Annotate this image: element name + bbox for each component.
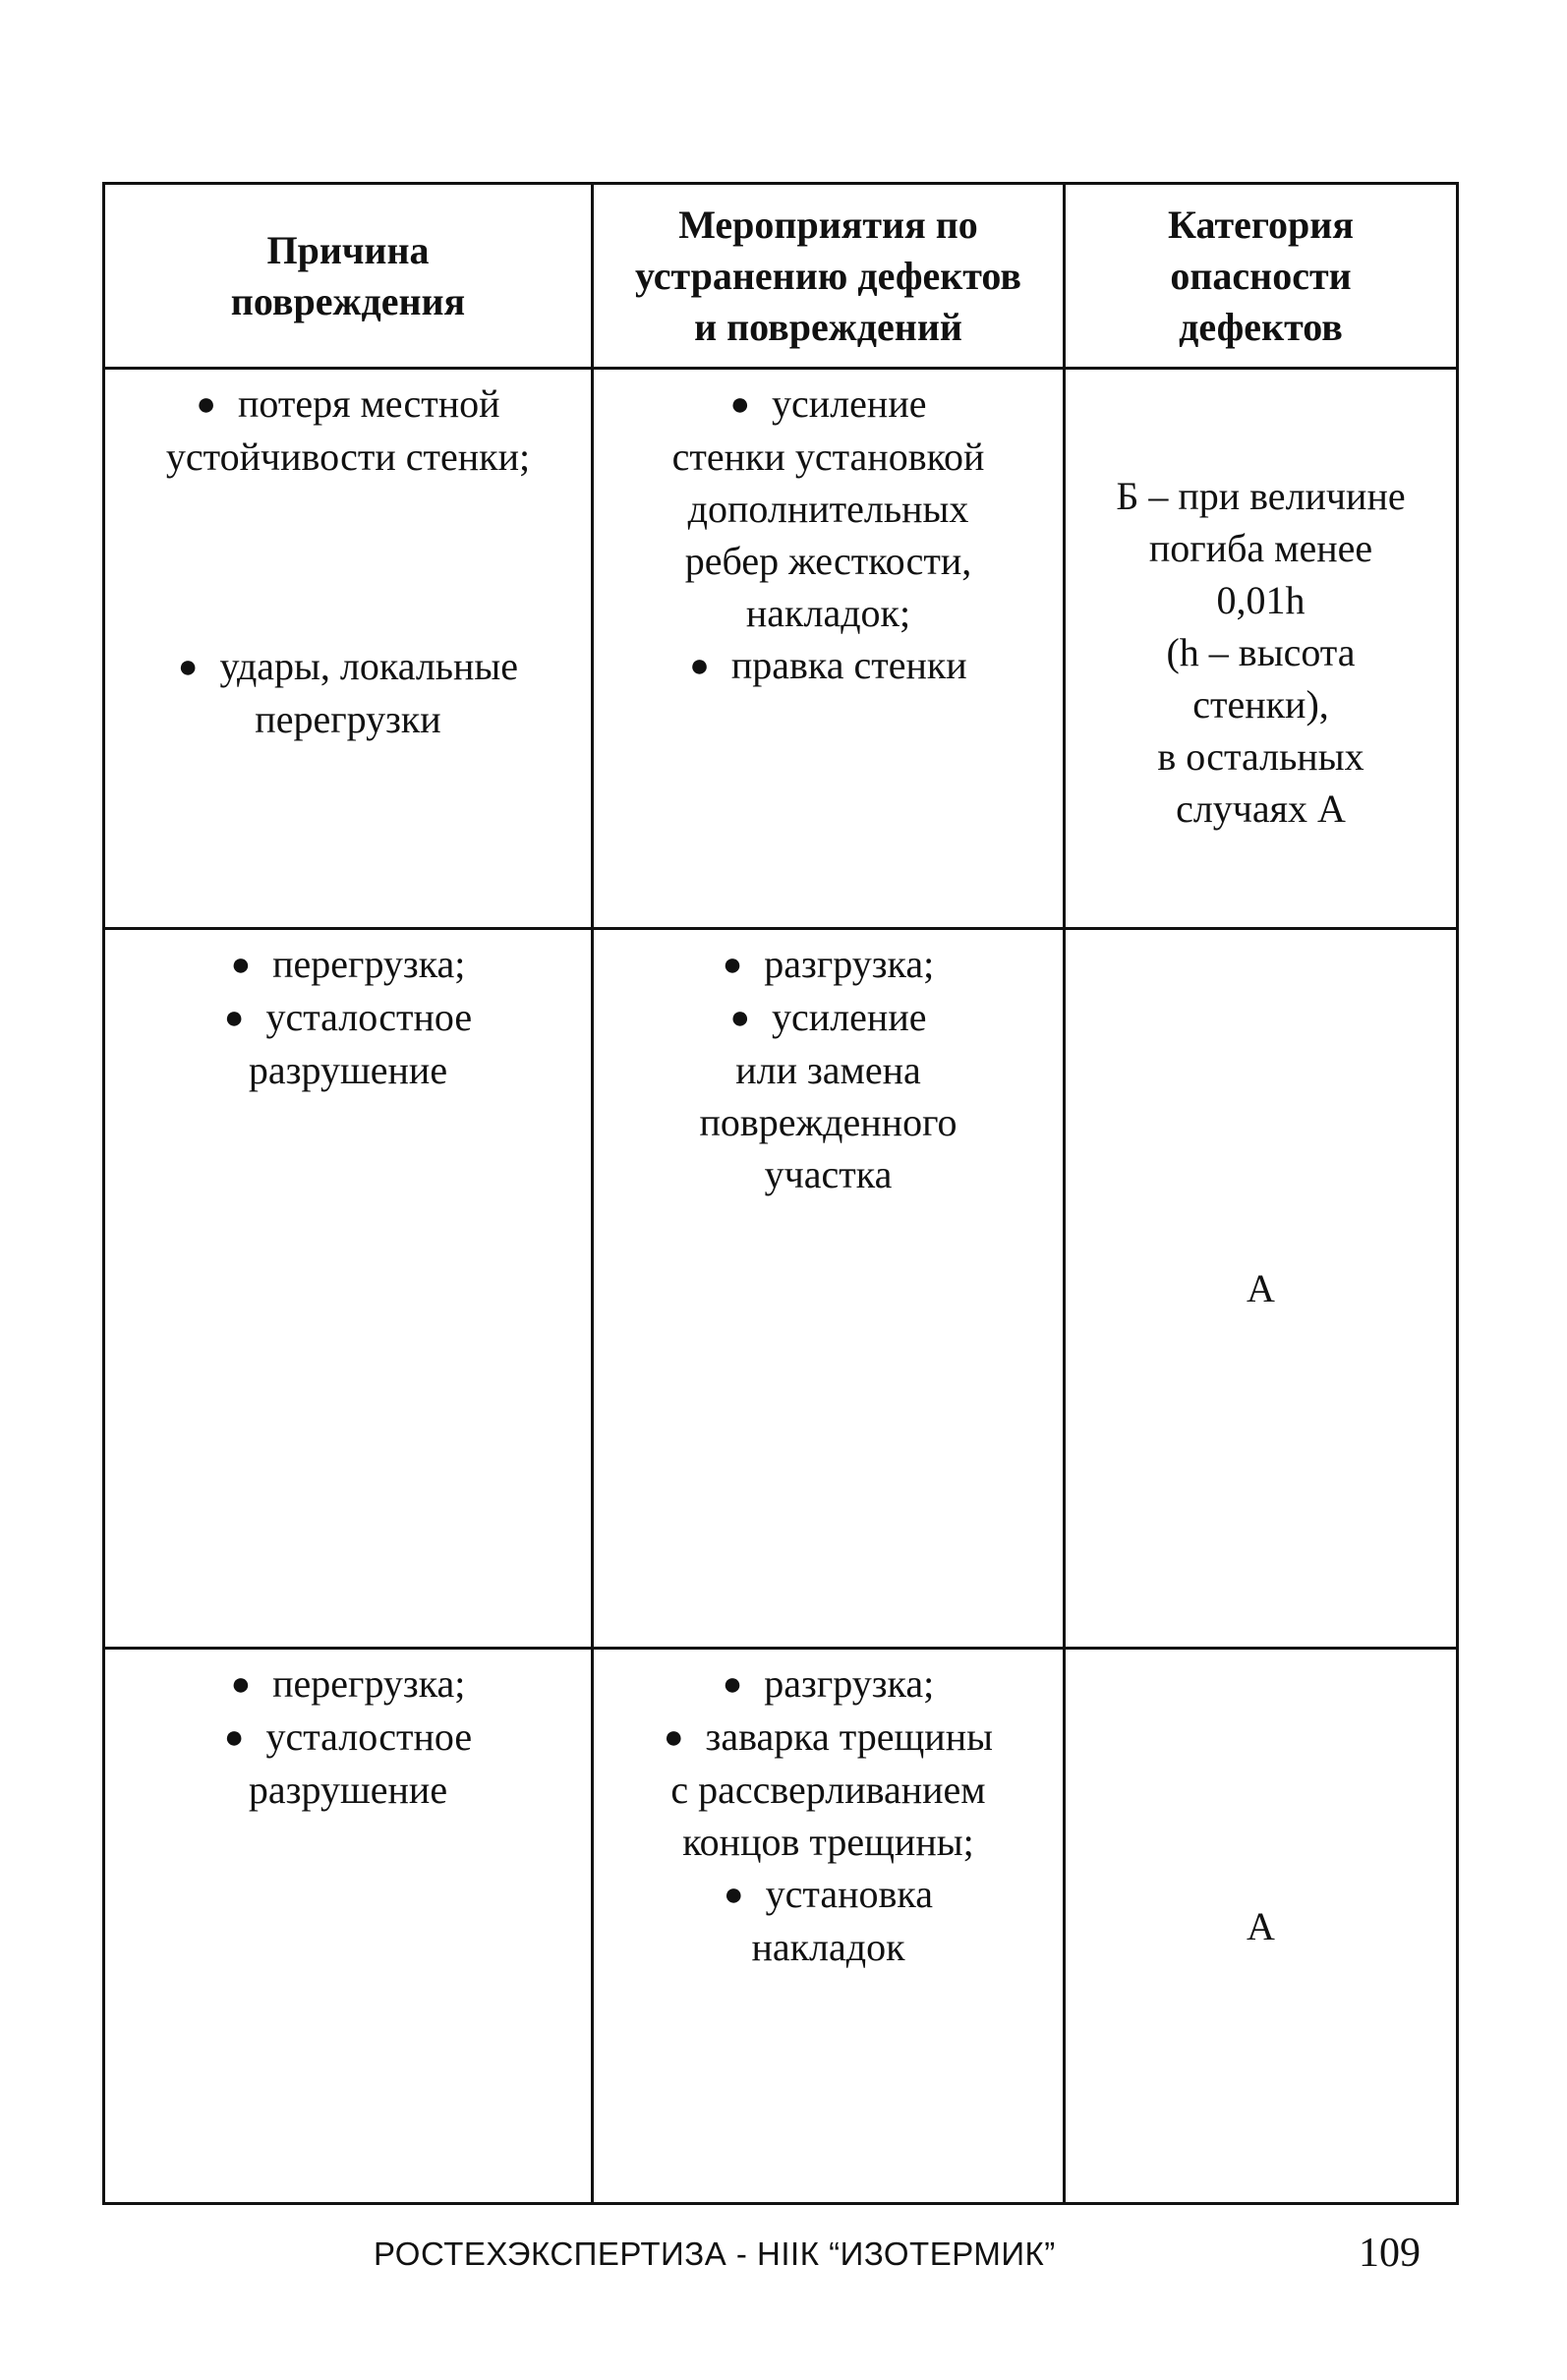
category-line: стенки), — [1192, 682, 1329, 726]
item-text: перегрузка; — [272, 1661, 466, 1706]
item-text: ребер жесткости, — [684, 539, 972, 583]
bullet-icon: ● — [663, 1719, 684, 1756]
page-number: 109 — [1359, 2231, 1421, 2276]
item-text: стенки установкой — [671, 435, 985, 479]
item-text: поврежденного — [699, 1100, 958, 1144]
header-line: дефектов — [1179, 304, 1343, 349]
bullet-item — [594, 639, 1063, 692]
bullet-item — [105, 991, 591, 1044]
item-text: удары, локальные — [219, 644, 519, 688]
header-line: устранению дефектов — [634, 253, 1022, 298]
text-line — [594, 1764, 1063, 1816]
bullet-item — [594, 1711, 1063, 1764]
category-line: случаях А — [1176, 786, 1346, 831]
item-text: перегрузки — [255, 697, 441, 741]
item-text: усиление — [772, 381, 927, 426]
header-line: повреждения — [230, 278, 466, 323]
item-text: установка — [765, 1872, 933, 1916]
defects-table — [102, 182, 1459, 2205]
measures-cell — [593, 369, 1065, 929]
item-text: или замена — [735, 1048, 921, 1092]
bullet-icon: ● — [196, 386, 216, 423]
bullet-item — [105, 1711, 591, 1764]
item-text: разгрузка; — [764, 942, 935, 986]
item-text: разрушение — [248, 1768, 448, 1812]
bullet-icon: ● — [729, 386, 751, 423]
bullet-item — [594, 938, 1063, 991]
header-line: опасности — [1170, 253, 1352, 298]
category-cell — [1065, 1649, 1458, 2204]
text-line — [594, 1816, 1063, 1868]
measures-cell — [593, 929, 1065, 1649]
item-text: устойчивости стенки; — [165, 435, 531, 479]
item-text: дополнительных — [687, 487, 969, 531]
bullet-icon: ● — [729, 1000, 751, 1036]
text-line — [105, 1044, 591, 1096]
text-line — [594, 535, 1063, 587]
bullet-item — [594, 991, 1063, 1044]
header-measures — [593, 184, 1065, 369]
item-text: концов трещины; — [682, 1820, 974, 1864]
bullet-icon: ● — [223, 1000, 245, 1036]
page-footer — [0, 2230, 1567, 2279]
bullet-item — [594, 377, 1063, 431]
cause-cell — [104, 369, 593, 929]
category-cell — [1065, 369, 1458, 929]
item-text: потеря местной — [237, 381, 500, 426]
item-text: накладок — [751, 1925, 905, 1969]
item-text: накладок; — [745, 591, 911, 635]
bullet-item — [594, 1657, 1063, 1711]
category-line: Б – при величине — [1116, 474, 1406, 518]
text-line — [105, 693, 591, 745]
bullet-item — [105, 640, 591, 693]
bullet-icon: ● — [177, 649, 199, 685]
bullet-icon: ● — [230, 947, 252, 983]
table-row — [104, 1649, 1458, 2204]
bullet-icon: ● — [722, 947, 743, 983]
item-text: с рассверливанием — [670, 1768, 986, 1812]
text-line — [105, 1764, 591, 1816]
header-category — [1065, 184, 1458, 369]
text-line — [594, 1044, 1063, 1096]
category-cell — [1065, 929, 1458, 1649]
category-line: в остальных — [1157, 734, 1364, 779]
bullet-icon: ● — [230, 1666, 252, 1703]
item-text: усталостное — [265, 995, 473, 1039]
header-line: Причина — [266, 227, 430, 272]
text-line — [105, 431, 591, 483]
header-cause — [104, 184, 593, 369]
text-line — [594, 1148, 1063, 1200]
item-text: усталостное — [265, 1714, 473, 1759]
spacer — [105, 483, 591, 640]
header-line: Категория — [1168, 202, 1354, 247]
table-header-row — [104, 184, 1458, 369]
text-line — [594, 1921, 1063, 1973]
cause-cell — [104, 1649, 593, 2204]
header-line: и повреждений — [694, 304, 962, 349]
item-text: перегрузка; — [272, 942, 466, 986]
item-text: правка стенки — [730, 643, 967, 687]
item-text: усиление — [772, 995, 927, 1039]
category-line: А — [1247, 1266, 1275, 1310]
footer-publisher: РОСТЕХЭКСПЕРТИЗА - НIIК “ИЗОТЕРМИК” — [374, 2235, 1056, 2272]
category-line: погиба менее — [1148, 526, 1373, 570]
text-line — [594, 587, 1063, 639]
bullet-icon: ● — [223, 1719, 245, 1756]
cause-cell — [104, 929, 593, 1649]
bullet-item — [105, 377, 591, 431]
bullet-icon: ● — [722, 1666, 743, 1703]
header-line: Мероприятия по — [678, 202, 978, 247]
category-line: (h – высота — [1166, 630, 1356, 674]
item-text: разрушение — [248, 1048, 448, 1092]
bullet-icon: ● — [689, 648, 710, 684]
bullet-icon: ● — [724, 1877, 744, 1913]
table-row — [104, 369, 1458, 929]
text-line — [594, 483, 1063, 535]
category-line: А — [1247, 1903, 1275, 1948]
text-line — [594, 1096, 1063, 1148]
bullet-item — [105, 1657, 591, 1711]
category-line: 0,01h — [1216, 578, 1306, 622]
bullet-item — [105, 938, 591, 991]
item-text: разгрузка; — [764, 1661, 935, 1706]
item-text: участка — [764, 1152, 893, 1196]
bullet-item — [594, 1868, 1063, 1921]
measures-cell — [593, 1649, 1065, 2204]
item-text: заварка трещины — [705, 1714, 993, 1759]
text-line — [594, 431, 1063, 483]
table-row — [104, 929, 1458, 1649]
